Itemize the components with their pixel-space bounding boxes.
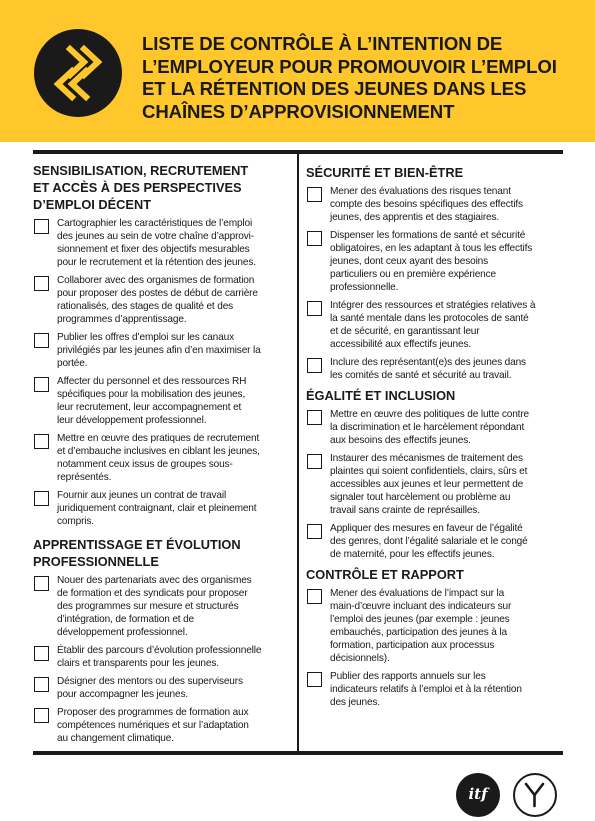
header-banner: [0, 0, 595, 142]
section-heading-line: D’EMPLOI DÉCENT: [33, 197, 152, 212]
checklist-item-line: Désigner des mentors ou des superviseurs: [57, 676, 243, 687]
checklist-item-text: [57, 432, 290, 484]
checklist-item-line: rationalisés, des stages de qualité et des: [57, 301, 234, 312]
checklist-item: [33, 432, 290, 484]
checklist-item-line: des programmes sur mesure et structurés: [57, 601, 239, 612]
checklist-item-line: des jeunes.: [330, 697, 380, 708]
checklist-item-text: [330, 670, 564, 709]
checklist-item-line: compris.: [57, 516, 94, 527]
section-heading-line: ÉGALITÉ ET INCLUSION: [306, 388, 456, 403]
column-divider: [297, 154, 299, 751]
section-heading-line: SÉCURITÉ ET BIEN-ÊTRE: [306, 165, 464, 180]
checklist-item-line: d’intégration, de formation et de: [57, 614, 195, 625]
checkbox[interactable]: [307, 589, 322, 604]
checklist-item-line: portée.: [57, 358, 88, 369]
section-heading-line: PROFESSIONNELLE: [33, 554, 159, 569]
checklist-item-line: signaler tout harcèlement ou problème au: [330, 492, 511, 503]
checkbox[interactable]: [34, 491, 49, 506]
checklist-item-text: [330, 452, 564, 517]
checklist-item-line: clairs et transparents pour les jeunes.: [57, 658, 219, 669]
itf-logo-text: itf: [468, 785, 488, 803]
checklist-item-line: Proposer des programmes de formation aux: [57, 707, 249, 718]
checklist-item-text: [57, 331, 290, 370]
y-logo-icon: [513, 773, 557, 817]
checklist-item-line: privilégiés par les jeunes afin d’en maximiser la: [57, 345, 261, 356]
checklist-item-line: décisionnels).: [330, 653, 390, 664]
section-heading: [306, 387, 564, 404]
checklist-item-text: [57, 217, 290, 269]
checklist-item-line: Mener des évaluations des risques tenant: [330, 186, 511, 197]
checklist-item: [306, 408, 564, 447]
checklist-item-line: leur recrutement, leur accompagnement et: [57, 402, 242, 413]
checklist-item: [306, 670, 564, 709]
checklist-item-line: la santé mentale dans les protocoles de santé: [330, 313, 529, 324]
checklist-item-line: juridiquement contraignant, clair et pleinement: [57, 503, 257, 514]
itf-logo-icon: [456, 773, 500, 817]
checkbox[interactable]: [34, 333, 49, 348]
checklist-item-line: des genres, dont l’égalité salariale et le congé: [330, 536, 528, 547]
checklist-item-line: compétences numériques et sur l’adaptation: [57, 720, 249, 731]
checklist-item-line: embauchés, participation des jeunes à la: [330, 627, 507, 638]
checklist-item-line: Nouer des partenariats avec des organismes: [57, 575, 252, 586]
checklist-item: [33, 375, 290, 427]
checklist-item: [33, 331, 290, 370]
checklist-item-text: [57, 274, 290, 326]
checklist-item-line: Collaborer avec des organismes de formation: [57, 275, 255, 286]
checklist-item-line: de maternité, pour les effectifs jeunes.: [330, 549, 495, 560]
checklist-item-line: main-d’œuvre incluant des indicateurs sur: [330, 601, 512, 612]
checklist-item-line: Inclure des représentant(e)s des jeunes dans: [330, 357, 526, 368]
checklist-item-line: particuliers ou en première expérience: [330, 269, 496, 280]
checklist-item-line: Appliquer des mesures en faveur de l’égalité: [330, 523, 523, 534]
checklist-item: [306, 356, 564, 382]
page-title: [142, 33, 582, 123]
checklist-item-line: Établir des parcours d’évolution professionnelle: [57, 645, 262, 656]
section-heading: [33, 162, 290, 213]
checklist-item-line: les comités de santé et sécurité au travail.: [330, 370, 512, 381]
checklist-item-line: accessibilité aux effectifs jeunes.: [330, 339, 472, 350]
section-heading-line: CONTRÔLE ET RAPPORT: [306, 567, 464, 582]
checkbox[interactable]: [307, 410, 322, 425]
checklist-item: [33, 217, 290, 269]
checklist-item-text: [330, 185, 564, 224]
checklist: [33, 217, 290, 528]
checklist-item-line: Mettre en œuvre des pratiques de recrutement: [57, 433, 260, 444]
right-column: [306, 162, 564, 714]
checklist-item-line: formation, participation aux processus: [330, 640, 495, 651]
bottom-rule: [33, 751, 563, 755]
left-column: [33, 162, 290, 750]
checklist-item-text: [57, 489, 290, 528]
checklist-item-line: professionnelle.: [330, 282, 399, 293]
checklist-item-line: compte des besoins spécifiques des effectifs: [330, 199, 523, 210]
checkbox[interactable]: [34, 576, 49, 591]
section-heading: [306, 566, 564, 583]
checklist: [33, 574, 290, 745]
title-line: ET LA RÉTENTION DES JEUNES DANS LES: [142, 78, 527, 99]
checklist-item-line: sionnement et fixer des objectifs mesurables: [57, 244, 250, 255]
section-heading-line: ET ACCÈS À DES PERSPECTIVES: [33, 180, 242, 195]
checklist-item-text: [330, 587, 564, 665]
title-line: CHAÎNES D’APPROVISIONNEMENT: [142, 100, 455, 122]
checklist-item-line: des jeunes au sein de votre chaîne d’approvi-: [57, 231, 254, 242]
checklist-item-line: l’emploi des jeunes (par exemple : jeunes: [330, 614, 510, 625]
checklist-item-line: leur développement professionnel.: [57, 415, 207, 426]
section-heading: [306, 164, 564, 181]
checklist-item-line: Affecter du personnel et des ressources RH: [57, 376, 247, 387]
checklist-item-line: pour proposer des postes de début de carrière: [57, 288, 258, 299]
checklist-item-line: aux besoins des effectifs jeunes.: [330, 435, 471, 446]
checklist-item-line: pour le recrutement et la rétention des jeunes.: [57, 257, 256, 268]
checklist-item-line: programmes d’apprentissage.: [57, 314, 187, 325]
checklist-item-text: [57, 375, 290, 427]
checklist-item-line: pour accompagner les jeunes.: [57, 689, 189, 700]
checklist-item-line: Instaurer des mécanismes de traitement des: [330, 453, 523, 464]
section-heading: [33, 536, 290, 570]
checklist-item-text: [330, 408, 564, 447]
checklist-item: [306, 229, 564, 294]
chevrons-icon: [34, 29, 122, 117]
title-line: LISTE DE CONTRÔLE À L’INTENTION DE: [142, 33, 503, 54]
checkbox[interactable]: [307, 454, 322, 469]
checkbox[interactable]: [34, 276, 49, 291]
checklist: [306, 587, 564, 709]
checklist-item: [306, 185, 564, 224]
checklist-item-line: accessibles aux jeunes et leur permettent de: [330, 479, 524, 490]
checklist-item-line: jeunes, dont ceux ayant des besoins: [330, 256, 489, 267]
checkbox[interactable]: [34, 434, 49, 449]
title-line: L’EMPLOYEUR POUR PROMOUVOIR L’EMPLOI: [142, 55, 557, 77]
checklist-item-line: Intégrer des ressources et stratégies relatives à: [330, 300, 536, 311]
checklist-item: [33, 574, 290, 639]
checklist-item-line: obligatoires, en les adaptant à tous les effectifs: [330, 243, 533, 254]
checklist-item: [306, 299, 564, 351]
checklist-item-line: la discrimination et le harcèlement répondant: [330, 422, 525, 433]
checkbox[interactable]: [307, 231, 322, 246]
checklist-item-line: développement professionnel.: [57, 627, 188, 638]
checklist-item-line: spécifiques pour la mobilisation des jeunes,: [57, 389, 246, 400]
checklist-item-text: [57, 675, 290, 701]
checklist-item: [33, 274, 290, 326]
checklist-item: [33, 706, 290, 745]
checklist: [306, 185, 564, 382]
section-heading-line: SENSIBILISATION, RECRUTEMENT: [33, 163, 249, 178]
checklist-item: [306, 452, 564, 517]
checklist-item-text: [330, 229, 564, 294]
checkbox[interactable]: [34, 646, 49, 661]
checklist-item-line: indicateurs relatifs à l’emploi et à la rétention: [330, 684, 522, 695]
checkbox[interactable]: [34, 219, 49, 234]
checklist-item-line: Cartographier les caractéristiques de l’emploi: [57, 218, 253, 229]
checklist-item-line: Fournir aux jeunes un contrat de travail: [57, 490, 227, 501]
checklist-item-text: [330, 356, 564, 382]
checklist-item-line: jeunes, des apprentis et des stagiaires.: [330, 212, 500, 223]
checkbox[interactable]: [307, 358, 322, 373]
checklist: [306, 408, 564, 561]
checklist-item-line: plaintes qui soient confidentiels, clairs, sûrs et: [330, 466, 528, 477]
checklist-item: [33, 489, 290, 528]
checklist-item-line: notamment ceux issus de groupes sous-: [57, 459, 233, 470]
checklist-item-text: [57, 574, 290, 639]
checklist-item-text: [57, 644, 290, 670]
checklist-item-line: Publier des rapports annuels sur les: [330, 671, 486, 682]
checklist-item-text: [57, 706, 290, 745]
checkbox[interactable]: [307, 524, 322, 539]
section-heading-line: APPRENTISSAGE ET ÉVOLUTION: [33, 537, 241, 552]
checklist-item: [306, 587, 564, 665]
checklist-item-line: Mener des évaluations de l’impact sur la: [330, 588, 505, 599]
checkbox[interactable]: [34, 708, 49, 723]
checklist-item-text: [330, 299, 564, 351]
checkbox[interactable]: [307, 187, 322, 202]
checklist-item-line: Publier les offres d’emploi sur les canaux: [57, 332, 234, 343]
checklist-item: [306, 522, 564, 561]
checklist-item-line: et de sécurité, en garantissant leur: [330, 326, 480, 337]
checklist-item-text: [330, 522, 564, 561]
checklist-item: [33, 644, 290, 670]
checkbox[interactable]: [34, 377, 49, 392]
checkbox[interactable]: [307, 672, 322, 687]
checklist-item-line: de formation et des syndicats pour proposer: [57, 588, 248, 599]
checklist-item-line: au changement climatique.: [57, 733, 174, 744]
checklist-item-line: Dispenser les formations de santé et sécurité: [330, 230, 526, 241]
checklist-item-line: et d’embauche inclusives en ciblant les jeunes,: [57, 446, 260, 457]
checkbox[interactable]: [307, 301, 322, 316]
checklist-item-line: Mettre en œuvre des politiques de lutte contre: [330, 409, 530, 420]
checklist-item: [33, 675, 290, 701]
checklist-item-line: représentés.: [57, 472, 112, 483]
checkbox[interactable]: [34, 677, 49, 692]
checklist-item-line: travail sans crainte de représailles.: [330, 505, 480, 516]
